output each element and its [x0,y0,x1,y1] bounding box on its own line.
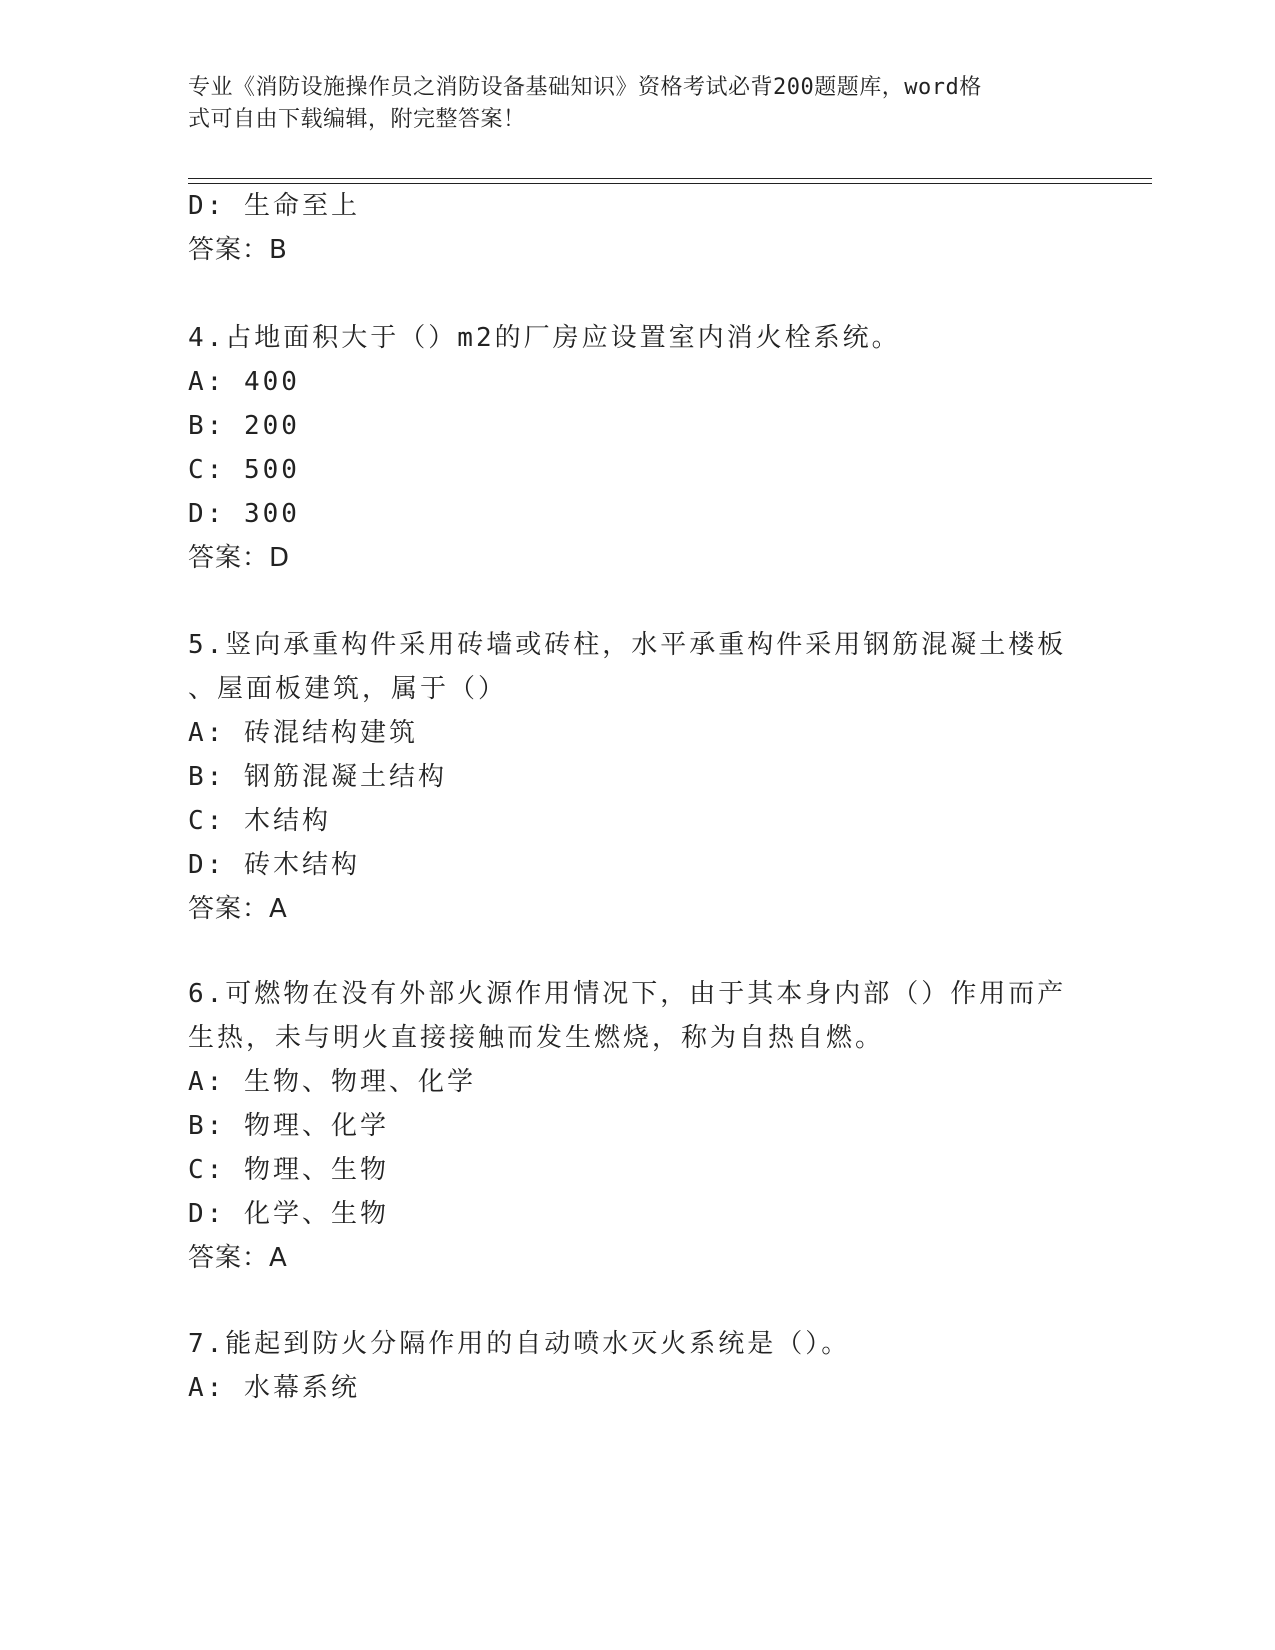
q5-stem-line-1: 5.竖向承重构件采用砖墙或砖柱，水平承重构件采用钢筋混凝土楼板 [188,630,1067,660]
header-line-2: 式可自由下载编辑，附完整答案！ [188,107,526,132]
header-divider-bottom [188,183,1152,184]
q6-answer: 答案：A [188,1243,288,1273]
prev-answer: 答案：B [188,235,288,265]
q6-option-b: B: 物理、化学 [188,1111,389,1141]
prev-option-d: D: 生命至上 [188,191,360,221]
q4-answer: 答案：D [188,543,291,573]
q7-option-a: A: 水幕系统 [188,1373,360,1403]
q4-stem: 4.占地面积大于（）m2的厂房应设置室内消火栓系统。 [188,323,901,353]
q5-option-d: D: 砖木结构 [188,850,360,880]
header-line-1: 专业《消防设施操作员之消防设备基础知识》资格考试必背200题题库，word格 [188,75,982,100]
header-divider-top [188,178,1152,179]
q4-option-a: A: 400 [188,367,300,397]
q5-option-c: C: 木结构 [188,806,331,836]
q5-stem-line-2: 、屋面板建筑，属于（） [188,674,508,704]
q4-option-c: C: 500 [188,455,300,485]
q4-option-b: B: 200 [188,411,300,441]
q6-option-d: D: 化学、生物 [188,1199,389,1229]
q5-option-a: A: 砖混结构建筑 [188,718,418,748]
q6-option-a: A: 生物、物理、化学 [188,1067,476,1097]
q6-option-c: C: 物理、生物 [188,1155,389,1185]
document-header [188,72,1068,136]
q6-stem-line-1: 6.可燃物在没有外部火源作用情况下，由于其本身内部（）作用而产 [188,979,1067,1009]
q6-stem-line-2: 生热，未与明火直接接触而发生燃烧，称为自热自燃。 [188,1023,885,1053]
q7-stem: 7.能起到防火分隔作用的自动喷水灭火系统是（）。 [188,1329,851,1359]
q4-option-d: D: 300 [188,499,300,529]
q5-option-b: B: 钢筋混凝土结构 [188,762,447,792]
q5-answer: 答案：A [188,894,288,924]
